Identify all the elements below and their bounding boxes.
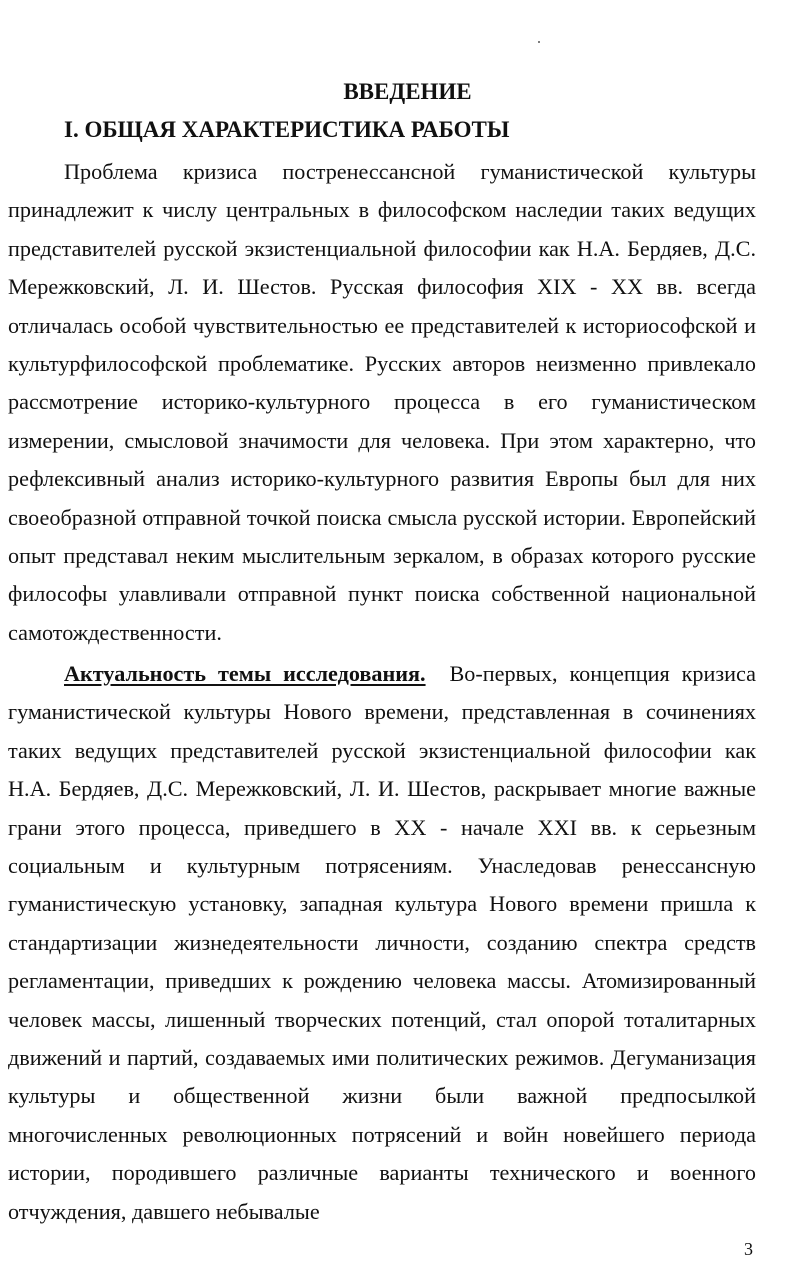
page-number: 3 [744, 1239, 753, 1259]
relevance-body: Во-первых, концепция кризиса гуманистической культуры Нового времени, представленная в сочинениях таких ведущих представителей русской экзистенциальной философии как Н.А. Бердяев, Д.С. Мережковский, Л. И. Шестов, раскрывает многие важные грани этого процесса, приведшего в XX - начале XXI вв. к серьезным социальным и культурным потрясениям. Унаследовав ренессансную гуманистическую установку, западная культура Нового времени пришла к стандартизации жизнедеятельности личности, созданию спектра средств регламентации, приведших к рождению человека массы. Атомизированный человек массы, лишенный творческих потенций, стал опорой тоталитарных движений и партий, создаваемых ими политических режимов. Дегуманизация культуры и общественной жизни были важной предпосылкой многочисленных революционных потрясений и войн новейшего периода истории, породившего различные варианты технического и военного отчуждения, давшего небывалые [8, 661, 756, 1224]
relevance-lead: Актуальность темы исследования. [64, 661, 426, 686]
scan-speck [538, 41, 540, 43]
paragraph-problem-statement: Проблема кризиса постренессансной гуманистической культуры принадлежит к числу центральных в философском наследии таких ведущих представителей русской экзистенциальной философии как Н.А. Бердяев, Д.С. Мережковский, Л. И. Шестов. Русская философия XIX - XX вв. всегда отличалась особой чувствительностью ее представителей к историософской и культурфилософской проблематике. Русских авторов неизменно привлекало рассмотрение историко-культурного процесса в его гуманистическом измерении, смысловой значимости для человека. При этом характерно, что рефлексивный анализ историко-культурного развития Европы был для них своеобразной отправной точкой поиска смысла русской истории. Европейский опыт представал неким мыслительным зеркалом, в образах которого русские философы улавливали отправной пункт поиска собственной национальной самотождественности. [8, 159, 756, 645]
main-heading: ВВЕДЕНИЕ [343, 79, 472, 104]
section-heading: I. ОБЩАЯ ХАРАКТЕРИСТИКА РАБОТЫ [64, 117, 510, 142]
paragraph-relevance [8, 655, 756, 1231]
